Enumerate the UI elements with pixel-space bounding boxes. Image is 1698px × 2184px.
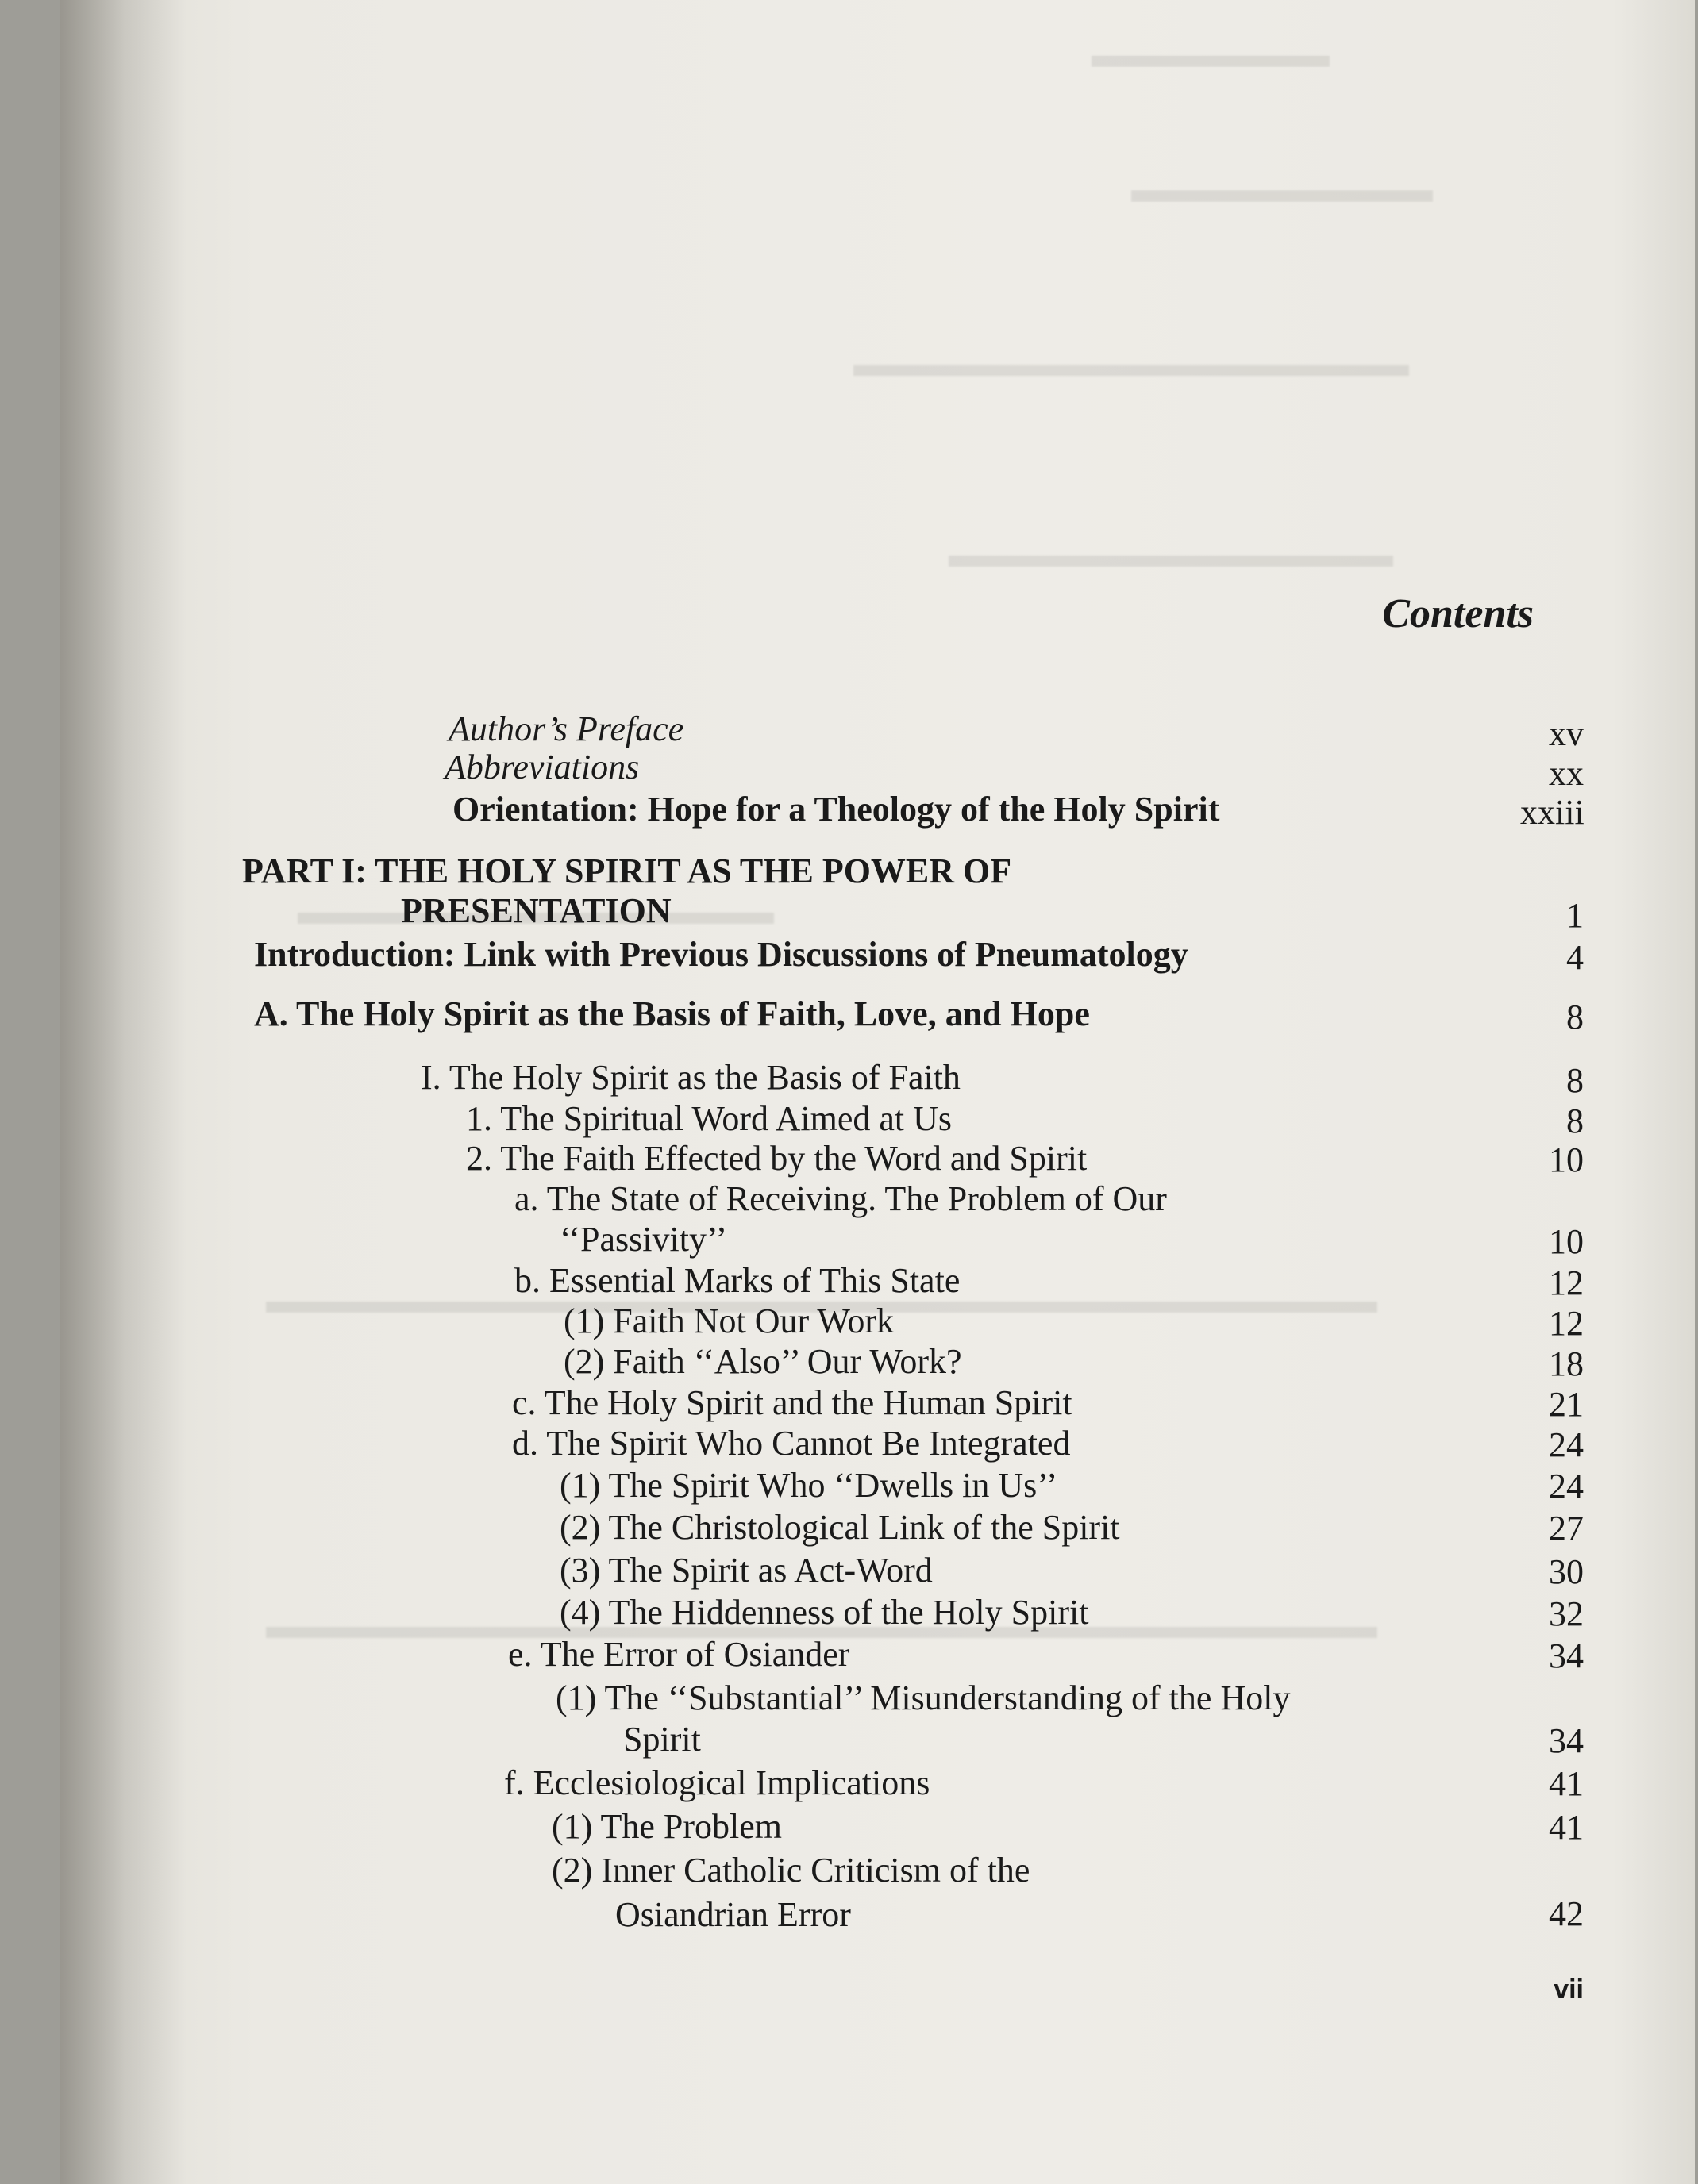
toc-entry-2d-4: (4) The Hiddenness of the Holy Spirit bbox=[560, 1593, 1089, 1632]
toc-page-2b-2: 18 bbox=[1549, 1344, 1584, 1383]
toc-entry-introduction: Introduction: Link with Previous Discussions of Pneumatology bbox=[254, 935, 1188, 974]
toc-entry-2e-1: (1) The ‘‘Substantial’’ Misunderstanding of the Holy bbox=[556, 1678, 1291, 1717]
toc-page-introduction: 4 bbox=[1566, 938, 1584, 977]
toc-entry-2a: a. The State of Receiving. The Problem of Our bbox=[514, 1179, 1167, 1218]
toc-page-2b: 12 bbox=[1549, 1263, 1584, 1302]
book-page bbox=[60, 0, 1695, 2184]
toc-page-2c: 21 bbox=[1549, 1385, 1584, 1424]
page-folio: vii bbox=[1554, 1974, 1584, 2005]
toc-entry-2b: b. Essential Marks of This State bbox=[514, 1261, 961, 1300]
toc-page-2: 10 bbox=[1549, 1140, 1584, 1179]
toc-entry-1: 1. The Spiritual Word Aimed at Us bbox=[466, 1099, 953, 1138]
toc-page-2d-3: 30 bbox=[1549, 1552, 1584, 1591]
toc-entry-2d-1: (1) The Spirit Who ‘‘Dwells in Us’’ bbox=[560, 1466, 1058, 1505]
toc-page-2a: 10 bbox=[1549, 1222, 1584, 1261]
contents-heading: Contents bbox=[1382, 591, 1534, 636]
toc-page-chapter-i: 8 bbox=[1566, 1061, 1584, 1100]
toc-page-section-a: 8 bbox=[1566, 998, 1584, 1036]
toc-entry-abbreviations: Abbreviations bbox=[445, 748, 640, 786]
toc-entry-2e-1-cont: Spirit bbox=[623, 1720, 701, 1759]
toc-page-2d: 24 bbox=[1549, 1425, 1584, 1464]
toc-entry-chapter-i: I. The Holy Spirit as the Basis of Faith bbox=[421, 1058, 961, 1097]
toc-page-2b-1: 12 bbox=[1549, 1304, 1584, 1343]
toc-page-2f: 41 bbox=[1549, 1764, 1584, 1803]
toc-page-authors-preface: xv bbox=[1549, 714, 1584, 753]
toc-entry-section-a: A. The Holy Spirit as the Basis of Faith, Love, and Hope bbox=[254, 994, 1090, 1033]
toc-entry-2c: c. The Holy Spirit and the Human Spirit bbox=[512, 1383, 1072, 1422]
toc-page-2e: 34 bbox=[1549, 1636, 1584, 1675]
toc-entry-2: 2. The Faith Effected by the Word and Spirit bbox=[466, 1139, 1088, 1178]
toc-page-orientation: xxiii bbox=[1520, 793, 1584, 832]
toc-page-2f-2: 42 bbox=[1549, 1894, 1584, 1933]
toc-entry-2f: f. Ecclesiological Implications bbox=[504, 1763, 930, 1802]
toc-page-1: 8 bbox=[1566, 1102, 1584, 1140]
toc-page-2d-1: 24 bbox=[1549, 1467, 1584, 1505]
toc-entry-2d-3: (3) The Spirit as Act-Word bbox=[560, 1551, 933, 1590]
toc-entry-2d: d. The Spirit Who Cannot Be Integrated bbox=[512, 1424, 1071, 1463]
toc-entry-2a-cont: ‘‘Passivity’’ bbox=[560, 1220, 727, 1259]
toc-entry-2b-1: (1) Faith Not Our Work bbox=[564, 1302, 895, 1340]
toc-entry-orientation: Orientation: Hope for a Theology of the Holy Spirit bbox=[452, 790, 1220, 829]
toc-entry-2d-2: (2) The Christological Link of the Spirit bbox=[560, 1508, 1120, 1547]
toc-entry-authors-preface: Author’s Preface bbox=[449, 709, 684, 748]
toc-entry-2b-2: (2) Faith ‘‘Also’’ Our Work? bbox=[564, 1342, 962, 1381]
toc-page-2e-1: 34 bbox=[1549, 1721, 1584, 1760]
toc-entry-2f-2: (2) Inner Catholic Criticism of the bbox=[552, 1851, 1030, 1890]
toc-page-abbreviations: xx bbox=[1549, 754, 1584, 793]
toc-entry-part-one: PART I: THE HOLY SPIRIT AS THE POWER OF bbox=[242, 852, 1012, 890]
toc-entry-2f-2-cont: Osiandrian Error bbox=[615, 1895, 851, 1934]
toc-page-2f-1: 41 bbox=[1549, 1808, 1584, 1847]
toc-page-2d-4: 32 bbox=[1549, 1594, 1584, 1633]
toc-page-2d-2: 27 bbox=[1549, 1509, 1584, 1548]
toc-entry-2f-1: (1) The Problem bbox=[552, 1807, 783, 1846]
toc-entry-part-one-cont: PRESENTATION bbox=[401, 891, 672, 930]
toc-entry-2e: e. The Error of Osiander bbox=[508, 1635, 850, 1674]
toc-page-part-one: 1 bbox=[1566, 896, 1584, 935]
page-gutter-shadow bbox=[60, 0, 187, 2184]
